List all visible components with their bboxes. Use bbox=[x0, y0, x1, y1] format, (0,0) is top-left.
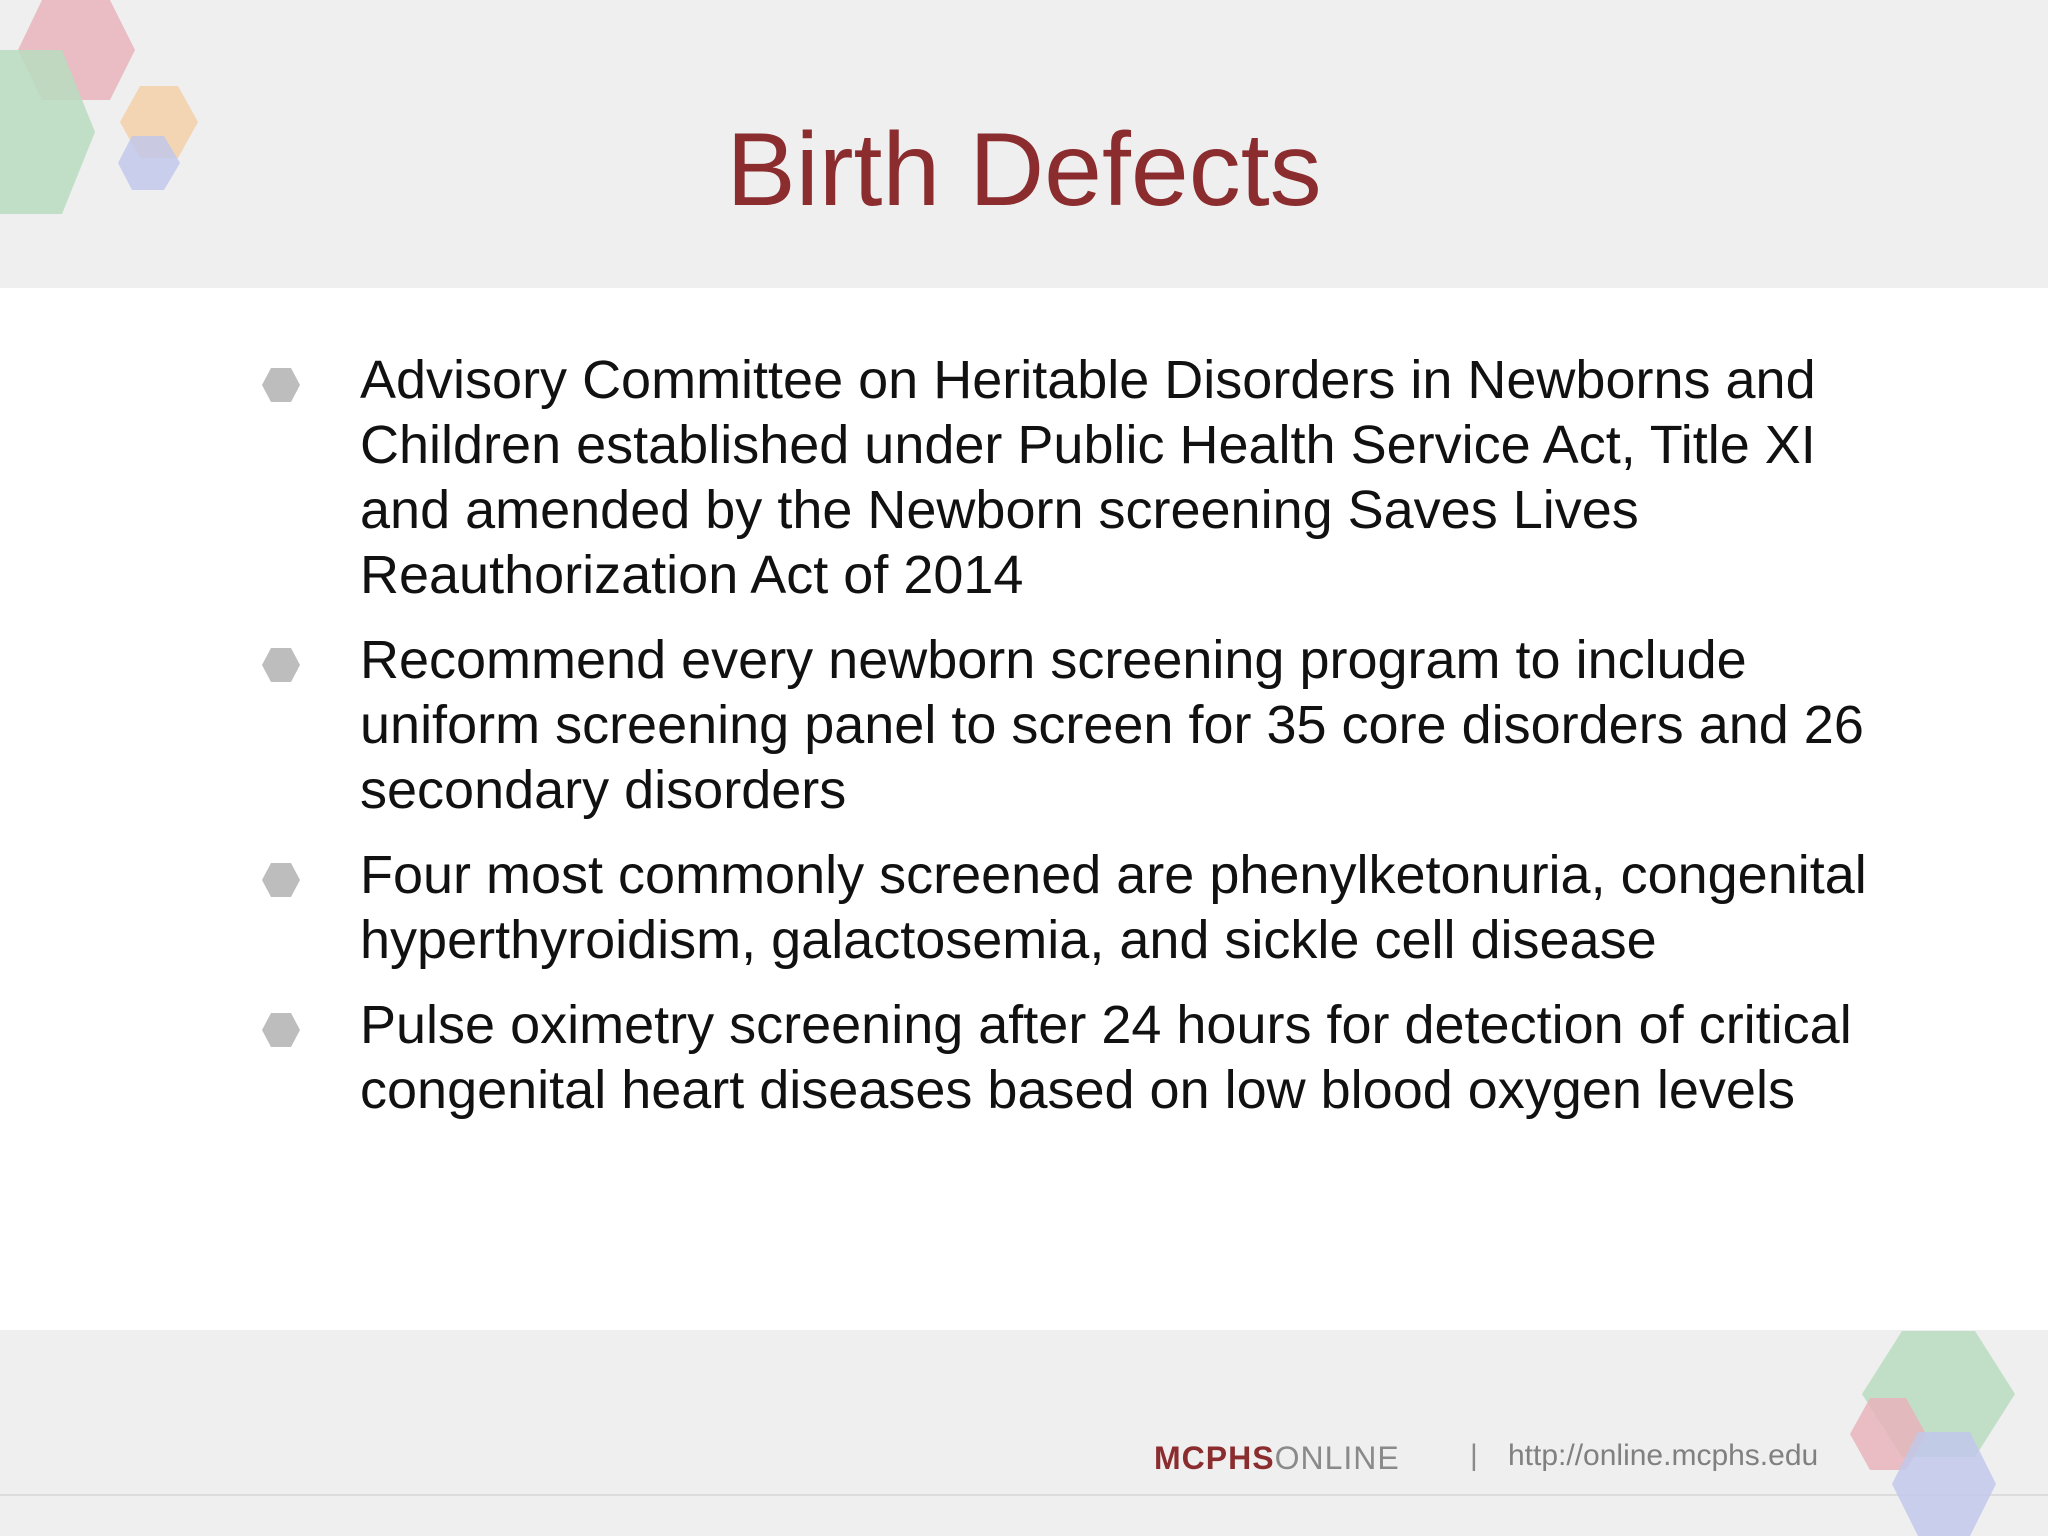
bullet-item-4 bbox=[258, 993, 1878, 1123]
footer-url: http://online.mcphs.edu bbox=[1508, 1439, 1819, 1472]
hexagon-bullet-icon bbox=[262, 863, 300, 897]
footer-band bbox=[0, 1330, 2048, 1536]
bullet-text: Recommend every newborn screening program to include uniform screening panel to screen for 35 core disorders and 26 secondary disorders bbox=[360, 630, 1864, 820]
bullet-text: Advisory Committee on Heritable Disorders in Newborns and Children established under Public Health Service Act, Title XI and amended by the Newborn screening Saves Lives Reauthorization Act of 2014 bbox=[360, 350, 1816, 605]
brand-strong: MCPHS bbox=[1154, 1440, 1275, 1476]
brand-light: ONLINE bbox=[1274, 1440, 1400, 1476]
footer-separator: | bbox=[1470, 1439, 1478, 1472]
brand-logo bbox=[1154, 1438, 1400, 1478]
slide-title: Birth Defects bbox=[726, 112, 1322, 228]
hexagon-bullet-icon bbox=[262, 368, 300, 402]
bullet-text: Pulse oximetry screening after 24 hours for detection of critical congenital heart diseases based on low blood oxygen levels bbox=[360, 995, 1852, 1120]
bullet-item-2 bbox=[258, 628, 1878, 823]
footer-divider bbox=[0, 1494, 2048, 1496]
bullet-text: Four most commonly screened are phenylketonuria, congenital hyperthyroidism, galactosemia, and sickle cell disease bbox=[360, 845, 1867, 970]
bullet-item-3 bbox=[258, 843, 1878, 973]
bullet-item-1 bbox=[258, 348, 1878, 608]
hexagon-decoration-bottom-right bbox=[1840, 1326, 2048, 1536]
bullet-list bbox=[258, 348, 1878, 1143]
hexagon-bullet-icon bbox=[262, 1013, 300, 1047]
hexagon-bullet-icon bbox=[262, 648, 300, 682]
